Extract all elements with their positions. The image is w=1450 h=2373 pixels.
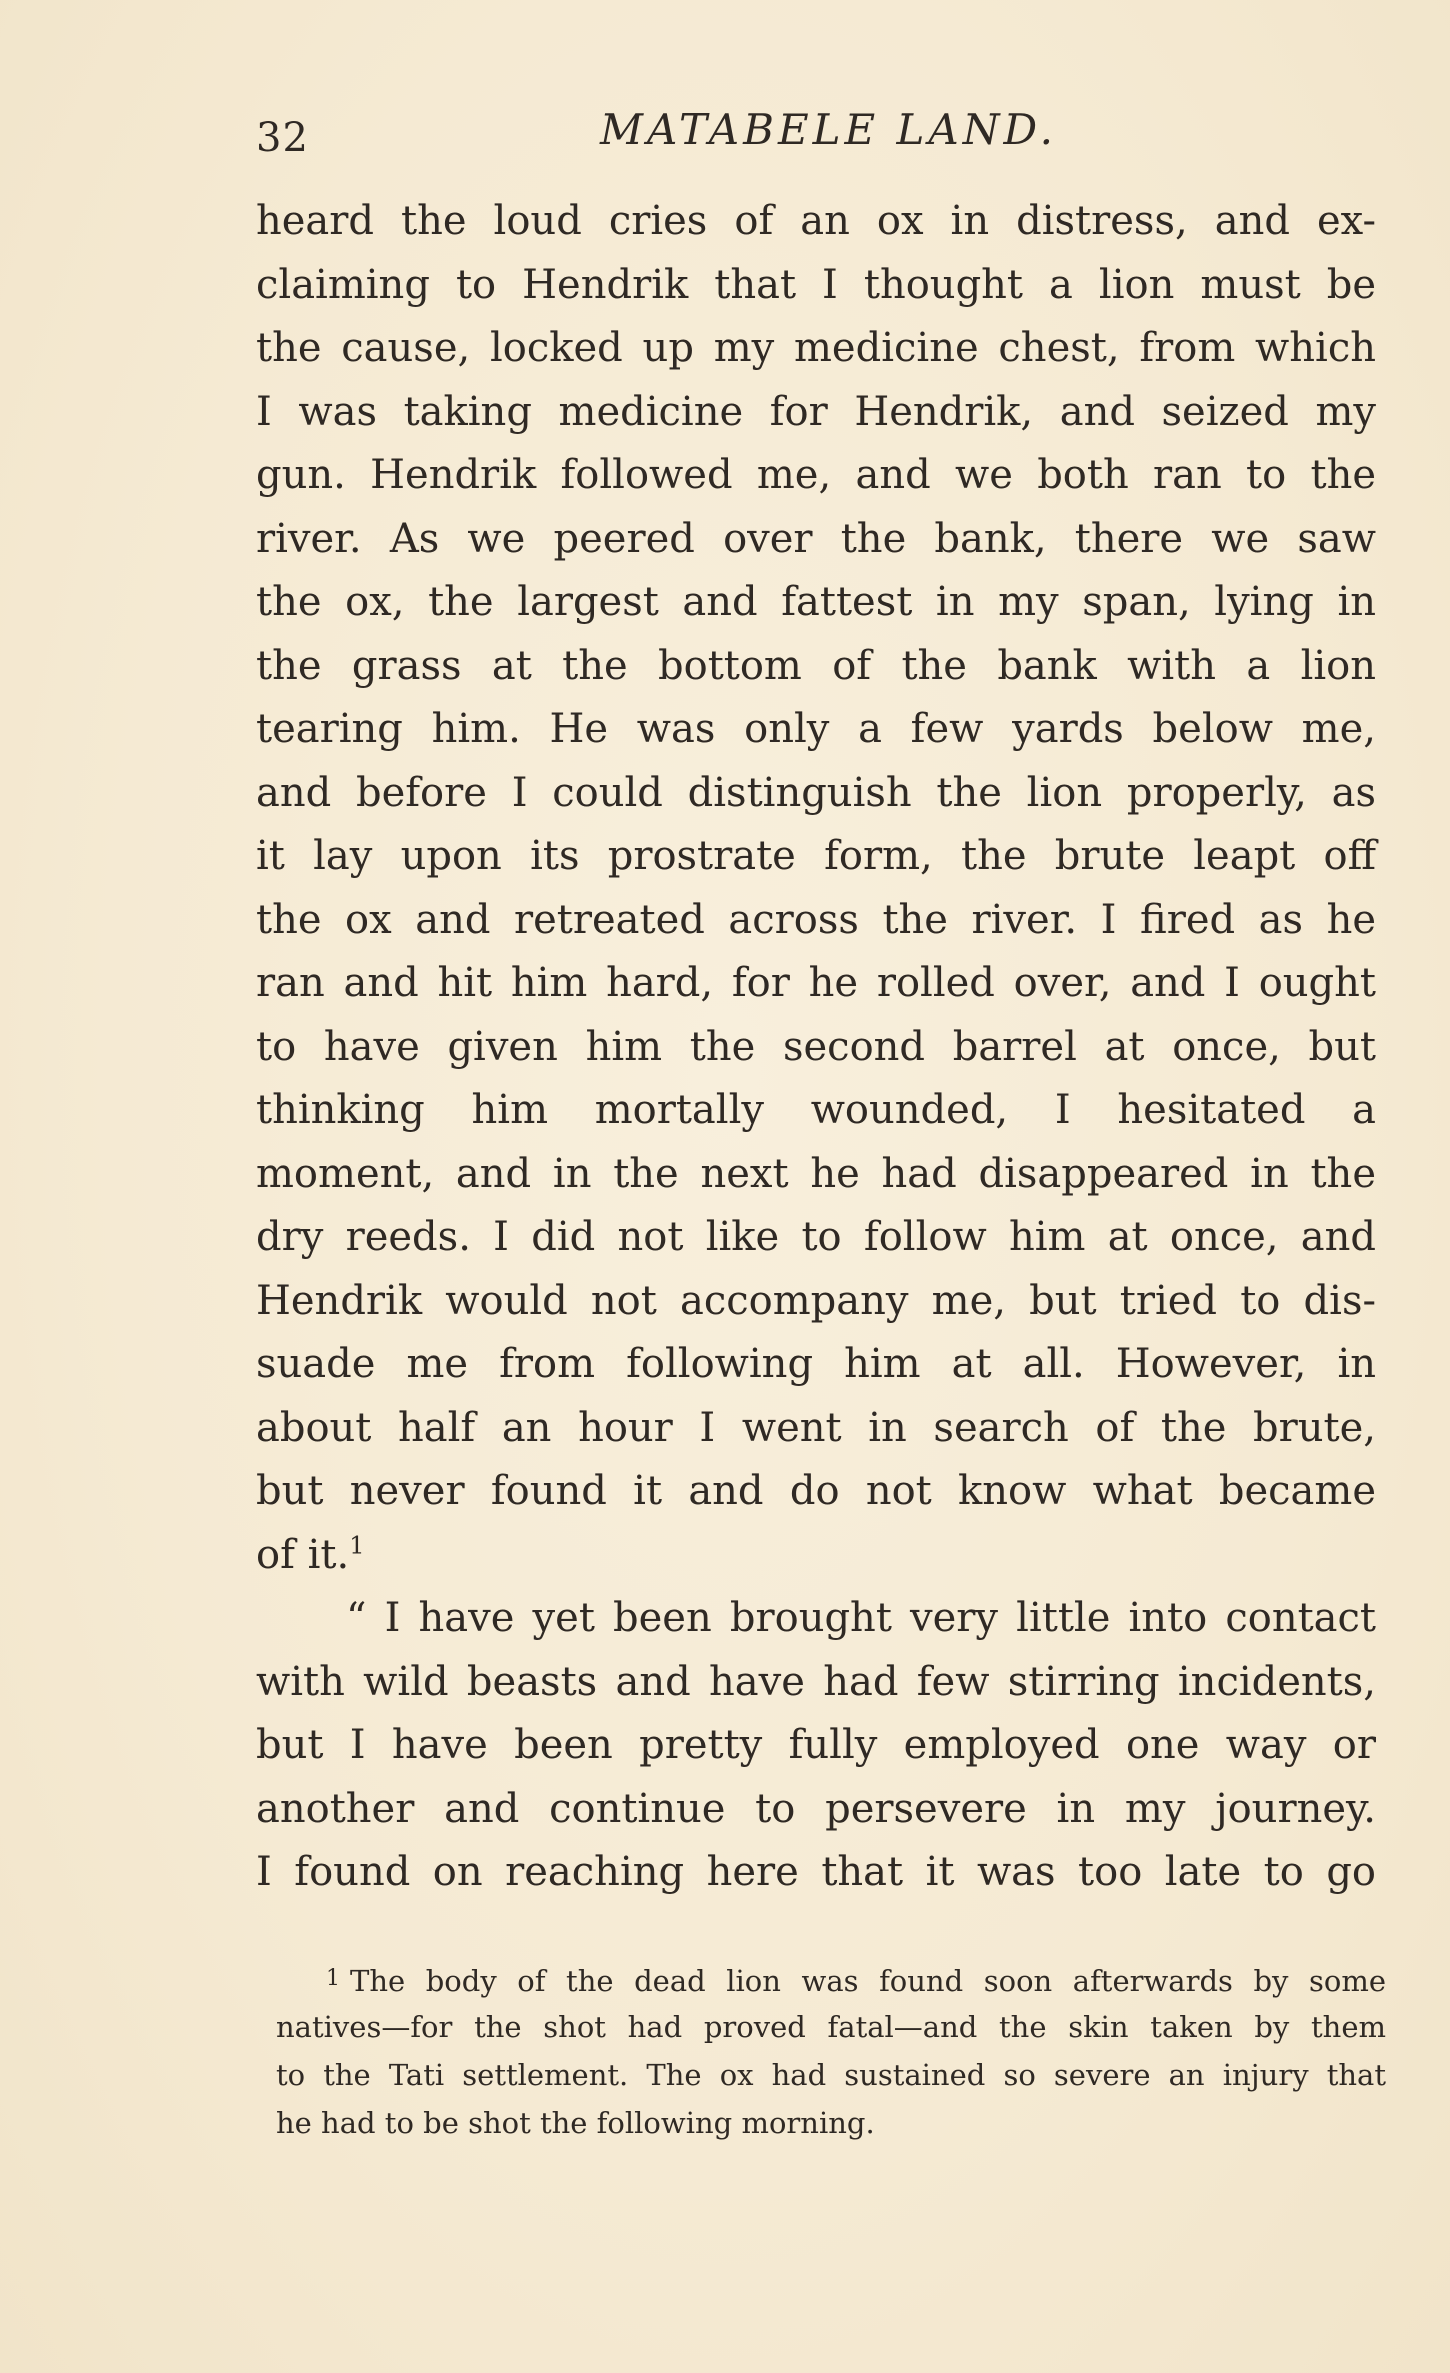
text-line: suade me from following him at all. However, in bbox=[256, 1341, 1376, 1387]
text-line: the cause, locked up my medicine chest, from which bbox=[256, 325, 1376, 371]
text-line: thinking him mortally wounded, I hesitated a bbox=[256, 1087, 1376, 1133]
footnote-line bbox=[276, 1955, 1386, 2003]
text-line: river. As we peered over the bank, there we saw bbox=[256, 515, 1376, 562]
footnote-line: he had to be shot the following morning. bbox=[276, 2106, 875, 2140]
text-line-content: of it. bbox=[256, 1531, 350, 1578]
text-line: but never found it and do not know what became bbox=[256, 1468, 1376, 1514]
text-line: the ox and retreated across the river. I fired as he bbox=[256, 896, 1376, 943]
text-line: another and continue to persevere in my journey. bbox=[256, 1785, 1376, 1832]
text-line: moment, and in the next he had disappeared in the bbox=[256, 1150, 1376, 1197]
text-line: dry reeds. I did not like to follow him at once, and bbox=[256, 1214, 1376, 1260]
text-line: I found on reaching here that it was too late to go bbox=[256, 1849, 1376, 1895]
running-head: MATABELE LAND. bbox=[600, 105, 1058, 154]
text-line: heard the loud cries of an ox in distress, and ex- bbox=[256, 198, 1376, 244]
text-line: but I have been pretty fully employed one way or bbox=[256, 1722, 1376, 1768]
text-line: and before I could distinguish the lion properly, as bbox=[256, 769, 1376, 816]
paragraph-first-line: “ I have yet been brought very little into contact bbox=[346, 1595, 1376, 1641]
page-header bbox=[256, 105, 1376, 165]
footnote-line: to the Tati settlement. The ox had sustained so severe an injury that bbox=[276, 2058, 1386, 2092]
text-line: it lay upon its prostrate form, the brute leapt off bbox=[256, 833, 1376, 879]
text-line: tearing him. He was only a few yards below me, bbox=[256, 706, 1376, 752]
footnote bbox=[276, 1955, 1386, 2147]
text-line: Hendrik would not accompany me, but tried to dis- bbox=[256, 1277, 1376, 1324]
text-line: I was taking medicine for Hendrik, and seized my bbox=[256, 388, 1376, 435]
footnote-marker: 1 bbox=[326, 1966, 340, 1991]
footnote-line-text: The body of the dead lion was found soon afterwards by some bbox=[350, 1964, 1386, 1998]
footnote-line: natives—for the shot had proved fatal—and the skin taken by them bbox=[276, 2010, 1386, 2044]
text-line: gun. Hendrik followed me, and we both ran to the bbox=[256, 452, 1376, 498]
text-line: claiming to Hendrik that I thought a lion must be bbox=[256, 261, 1376, 308]
text-line: to have given him the second barrel at once, but bbox=[256, 1023, 1376, 1070]
footnote-reference: 1 bbox=[349, 1531, 365, 1560]
text-line: with wild beasts and have had few stirring incidents, bbox=[256, 1658, 1376, 1705]
text-line: the grass at the bottom of the bank with a lion bbox=[256, 642, 1376, 689]
body-text bbox=[256, 190, 1376, 1905]
text-line-last bbox=[256, 1524, 1376, 1588]
text-line: the ox, the largest and fattest in my span, lying in bbox=[256, 579, 1376, 625]
text-line: ran and hit him hard, for he rolled over, and I ought bbox=[256, 960, 1376, 1006]
text-line: about half an hour I went in search of the brute, bbox=[256, 1404, 1376, 1451]
page-number: 32 bbox=[256, 115, 309, 161]
